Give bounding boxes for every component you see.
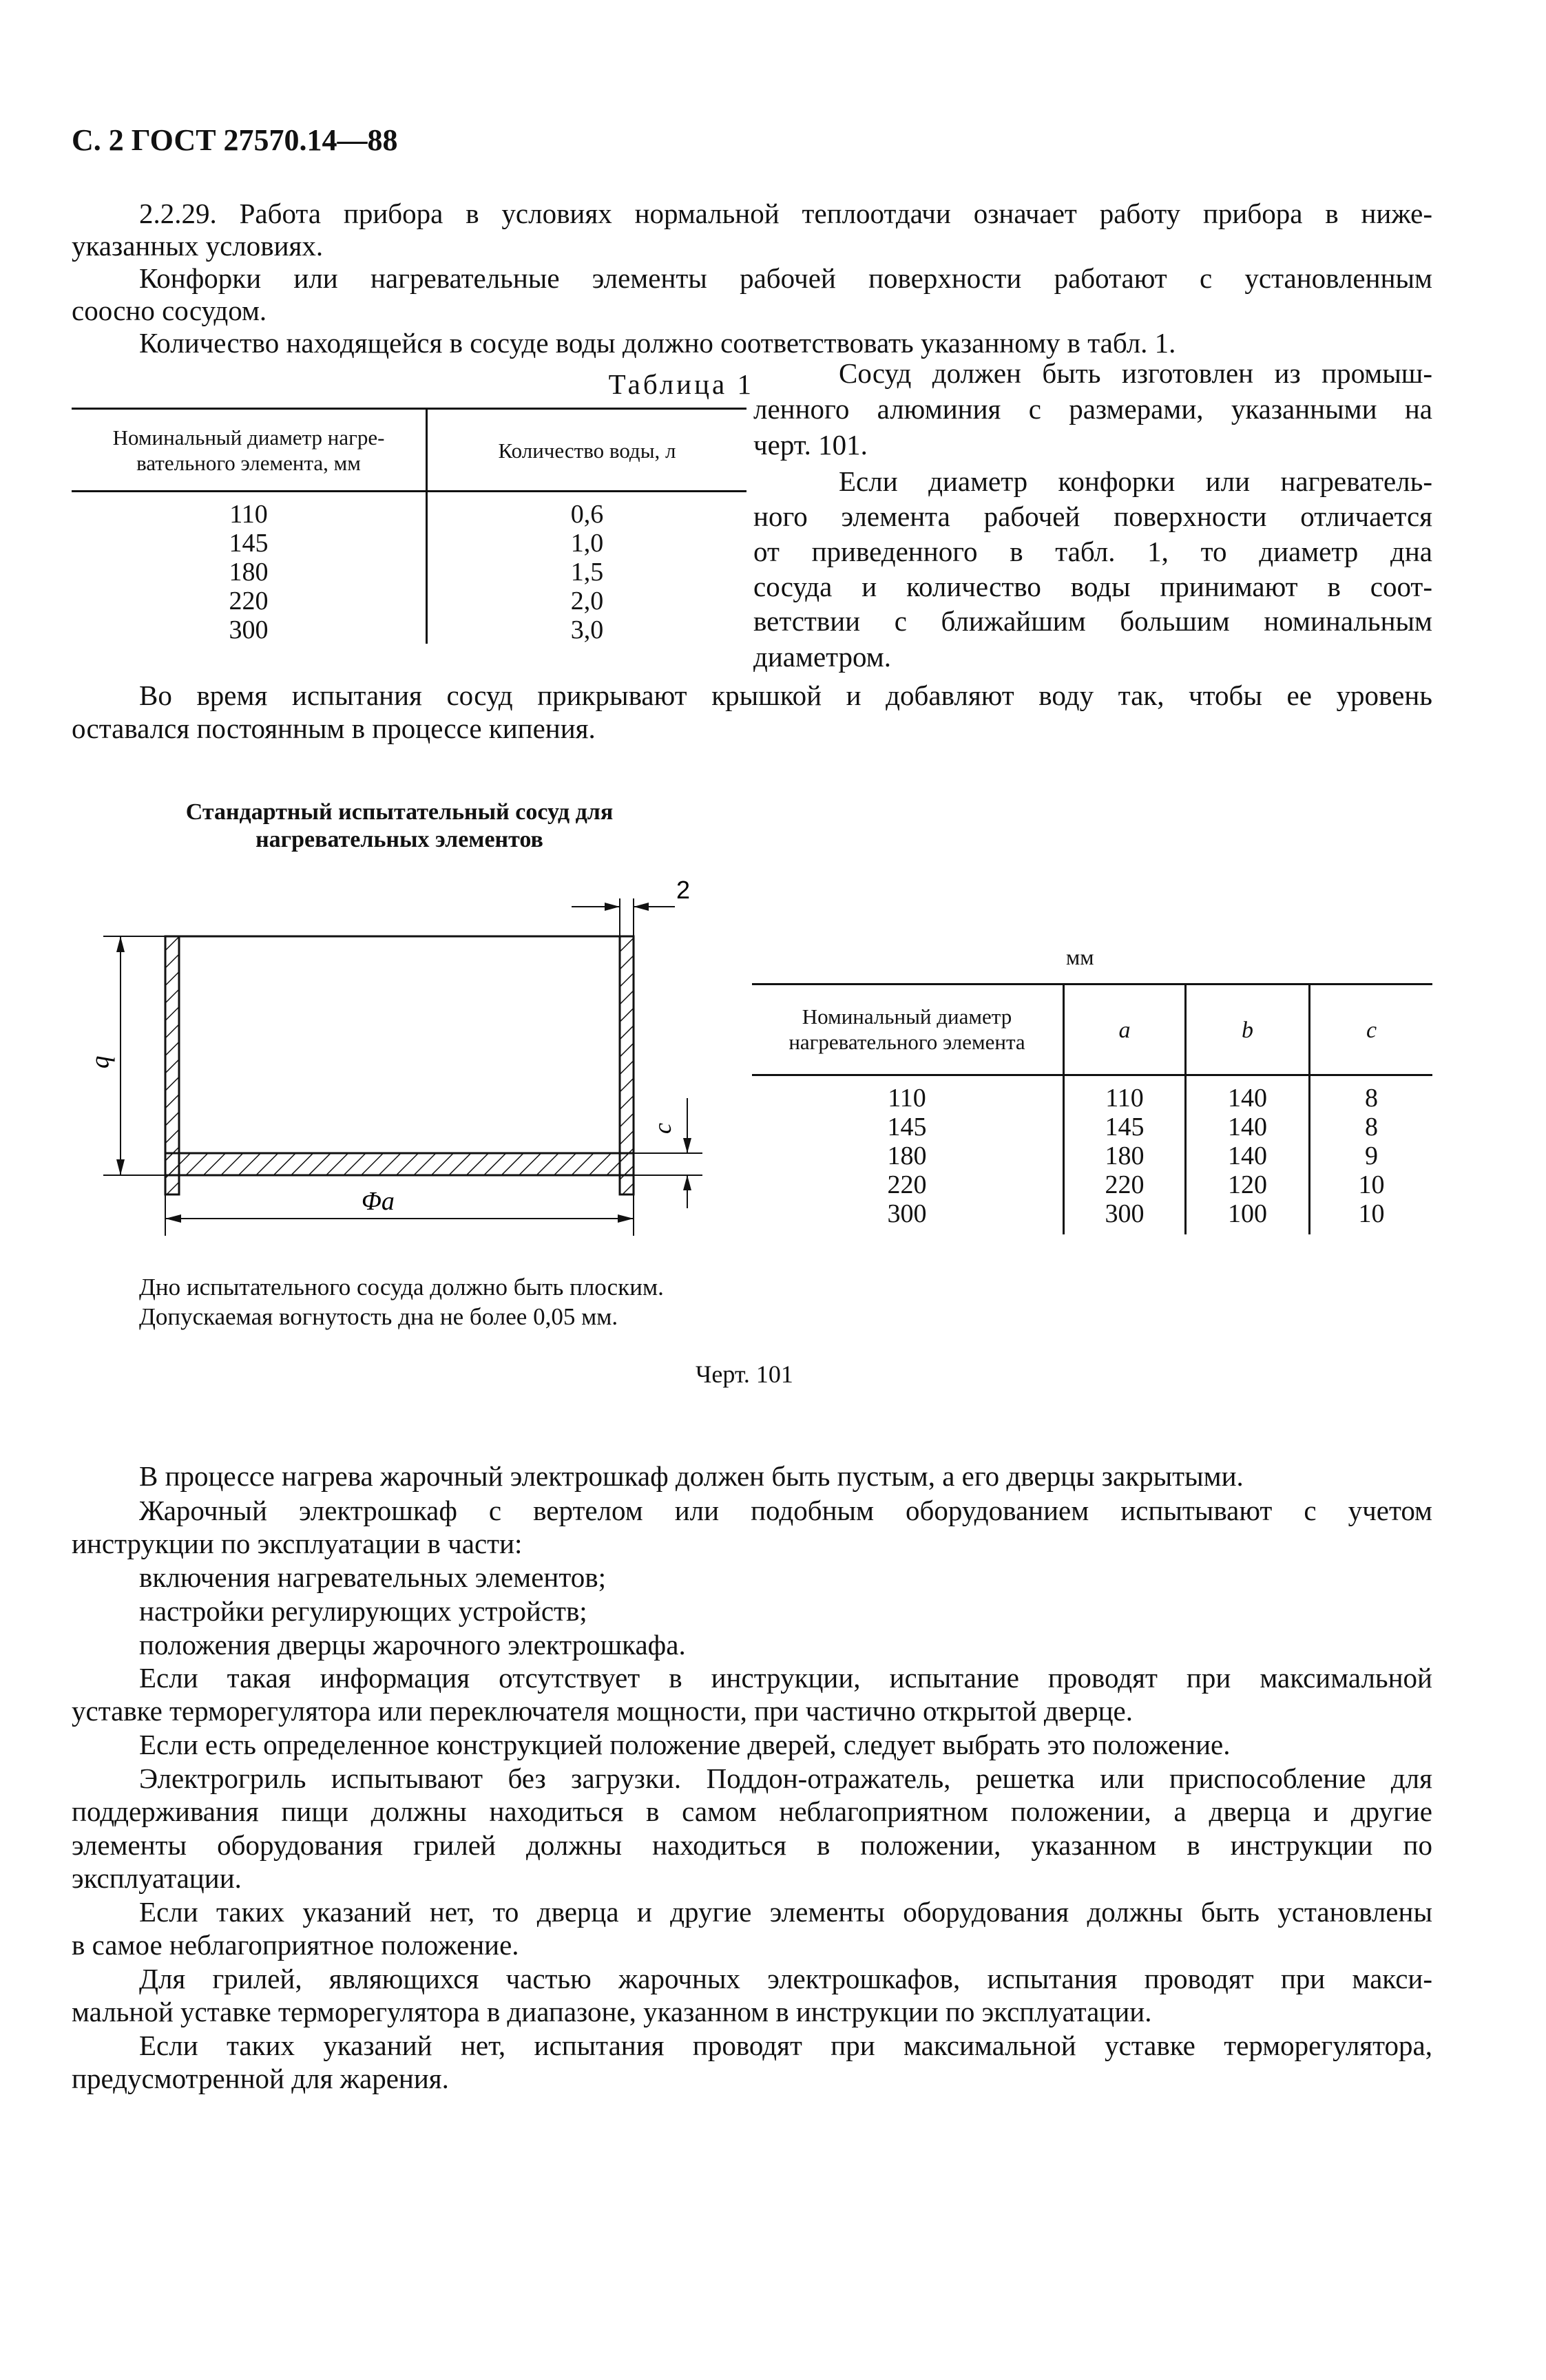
table-row: 145 bbox=[229, 529, 269, 558]
table-row: 140 bbox=[1228, 1113, 1267, 1141]
side-l2: ленного алюминия с размерами, указанными на bbox=[753, 393, 1432, 425]
body-p5-l2: поддерживания пищи должны находиться в самом неблагоприятном положении, а дверца и другие bbox=[72, 1795, 1432, 1827]
table-row: 8 bbox=[1365, 1113, 1378, 1141]
table2-h1: Номинальный диаметр нагревательного элемента bbox=[788, 1004, 1025, 1054]
side-l3: черт. 101. bbox=[753, 429, 868, 461]
table2-unit: мм bbox=[1066, 945, 1094, 969]
table2-top-rule bbox=[752, 983, 1432, 985]
body-p7-l2: мальной уставке терморегулятора в диапазоне, указанном в инструкции по эксплуатации. bbox=[72, 1996, 1152, 2028]
intro-p2-line2: соосно сосудом. bbox=[72, 295, 267, 326]
table-row: 140 bbox=[1228, 1084, 1267, 1113]
table1-label: Таблица 1 bbox=[608, 368, 754, 400]
table-row: 0,6 bbox=[570, 500, 604, 529]
table2-col-b bbox=[1187, 1084, 1308, 1228]
vessel-bottom bbox=[165, 1153, 634, 1175]
side-l5: ного элемента рабочей поверхности отличается bbox=[753, 501, 1432, 532]
table-row: 100 bbox=[1228, 1199, 1267, 1228]
body-p8-l1: Если таких указаний нет, испытания проводят при максимальной уставке терморегулятора, bbox=[139, 2030, 1432, 2061]
table-row: 145 bbox=[887, 1113, 927, 1141]
table1-col1-header: Номинальный диаметр нагре- вательного элемента, мм bbox=[112, 425, 385, 475]
table-row: 300 bbox=[1105, 1199, 1145, 1228]
body-p2-l1: Жарочный электрошкаф с вертелом или подобным оборудованием испытывают с учетом bbox=[139, 1495, 1432, 1526]
table1-header-rule bbox=[72, 490, 746, 492]
body-p8-l2: предусмотренной для жарения. bbox=[72, 2063, 449, 2094]
list-item: включения нагревательных элементов; bbox=[139, 1561, 606, 1593]
intro-p2-line1: Конфорки или нагревательные элементы рабочей поверхности работают с установленным bbox=[139, 262, 1432, 294]
list-item: положения дверцы жарочного электрошкафа. bbox=[139, 1629, 686, 1661]
body-p1: В процессе нагрева жарочный электрошкаф должен быть пустым, а его дверцы закрытыми. bbox=[139, 1460, 1244, 1492]
dim-a-label: Φa bbox=[362, 1187, 395, 1216]
body-p2-l2: инструкции по эксплуатации в части: bbox=[72, 1528, 523, 1559]
table-row: 180 bbox=[1105, 1141, 1145, 1170]
table-row: 220 bbox=[229, 587, 269, 615]
body-p3-l2: уставке терморегулятора или переключателя мощности, при частично открытой дверце. bbox=[72, 1695, 1133, 1727]
table-row: 110 bbox=[229, 500, 268, 529]
body-p5-l3: элементы оборудования грилей должны находиться в положении, указанном в инструкции по bbox=[72, 1829, 1432, 1861]
table-row: 8 bbox=[1365, 1084, 1378, 1113]
table2-header-rule bbox=[752, 1074, 1432, 1076]
list-item: настройки регулирующих устройств; bbox=[139, 1595, 587, 1627]
table-row: 140 bbox=[1228, 1141, 1267, 1170]
dim-2-label: 2 bbox=[676, 876, 691, 904]
table1-top-rule bbox=[72, 408, 746, 410]
figure-note: Дно испытательного сосуда должно быть плоским. Допускаемая вогнутость дна не более 0,05 мм. bbox=[139, 1274, 664, 1330]
vessel-drawing bbox=[69, 871, 730, 1250]
body-p5-l4: эксплуатации. bbox=[72, 1862, 242, 1894]
table-row: 1,0 bbox=[570, 529, 604, 558]
figure-label: Черт. 101 bbox=[696, 1360, 793, 1388]
body-p5-l1: Электрогриль испытывают без загрузки. Поддон-отражатель, решетка или приспособление для bbox=[139, 1762, 1432, 1794]
table-row: 120 bbox=[1228, 1170, 1267, 1199]
body-p6-l2: в самое неблагоприятное положение. bbox=[72, 1929, 519, 1961]
figure-caption: Стандартный испытательный сосуд для нагревательных элементов bbox=[185, 799, 614, 852]
table-row: 2,0 bbox=[570, 587, 604, 615]
body-p7-l1: Для грилей, являющихся частью жарочных электрошкафов, испытания проводят при макси- bbox=[139, 1963, 1432, 1994]
side-l9: диаметром. bbox=[753, 641, 891, 673]
page-header: С. 2 ГОСТ 27570.14—88 bbox=[72, 123, 398, 157]
table-row: 3,0 bbox=[570, 615, 604, 644]
table2-h-b: b bbox=[1242, 1018, 1253, 1043]
body-p3-l1: Если такая информация отсутствует в инструкции, испытание проводят при максимальной bbox=[139, 1662, 1432, 1694]
table-row: 220 bbox=[1105, 1170, 1145, 1199]
body-p4: Если есть определенное конструкцией положение дверей, следует выбрать это положение. bbox=[139, 1729, 1231, 1760]
table-row: 110 bbox=[888, 1084, 926, 1113]
table2-h-a: a bbox=[1118, 1018, 1131, 1043]
table-row: 1,5 bbox=[570, 558, 604, 587]
table-row: 180 bbox=[887, 1141, 927, 1170]
table2-h-c: c bbox=[1366, 1018, 1377, 1043]
table-row: 300 bbox=[887, 1199, 927, 1228]
table1-quantities bbox=[428, 500, 746, 644]
table1-col2-header: Количество воды, л bbox=[498, 439, 676, 463]
table-row: 110 bbox=[1105, 1084, 1144, 1113]
body-p6-l1: Если таких указаний нет, то дверца и другие элементы оборудования должны быть установлены bbox=[139, 1896, 1432, 1928]
table-row: 180 bbox=[229, 558, 269, 587]
test-para-l2: оставался постоянным в процессе кипения. bbox=[72, 713, 596, 744]
table2-col-a bbox=[1065, 1084, 1184, 1228]
test-para-l1: Во время испытания сосуд прикрывают крышкой и добавляют воду так, чтобы ее уровень bbox=[139, 680, 1432, 711]
table-row: 10 bbox=[1358, 1170, 1385, 1199]
intro-p3: Количество находящейся в сосуде воды должно соответствовать указанному в табл. 1. bbox=[139, 327, 1176, 359]
table2-col-d bbox=[752, 1084, 1062, 1228]
table1-diameters bbox=[72, 500, 426, 644]
dim-b-label: b bbox=[90, 1055, 119, 1068]
side-l8: ветствии с ближайшим большим номинальным bbox=[753, 605, 1432, 637]
dim-c-label: c bbox=[649, 1123, 676, 1134]
table-row: 300 bbox=[229, 615, 269, 644]
side-l7: сосуда и количество воды принимают в соот- bbox=[753, 571, 1432, 602]
table-row: 145 bbox=[1105, 1113, 1145, 1141]
side-l1: Сосуд должен быть изготовлен из промыш- bbox=[839, 357, 1432, 389]
table-row: 9 bbox=[1365, 1141, 1378, 1170]
table-row: 220 bbox=[887, 1170, 927, 1199]
side-l4: Если диаметр конфорки или нагреватель- bbox=[839, 465, 1432, 497]
table-row: 10 bbox=[1358, 1199, 1385, 1228]
table2-col-c bbox=[1310, 1084, 1432, 1228]
side-l6: от приведенного в табл. 1, то диаметр дна bbox=[753, 536, 1432, 567]
intro-p1-line1: 2.2.29. Работа прибора в условиях нормальной теплоотдачи означает работу прибора в ниже- bbox=[139, 198, 1432, 229]
intro-p1-line2: указанных условиях. bbox=[72, 230, 324, 262]
